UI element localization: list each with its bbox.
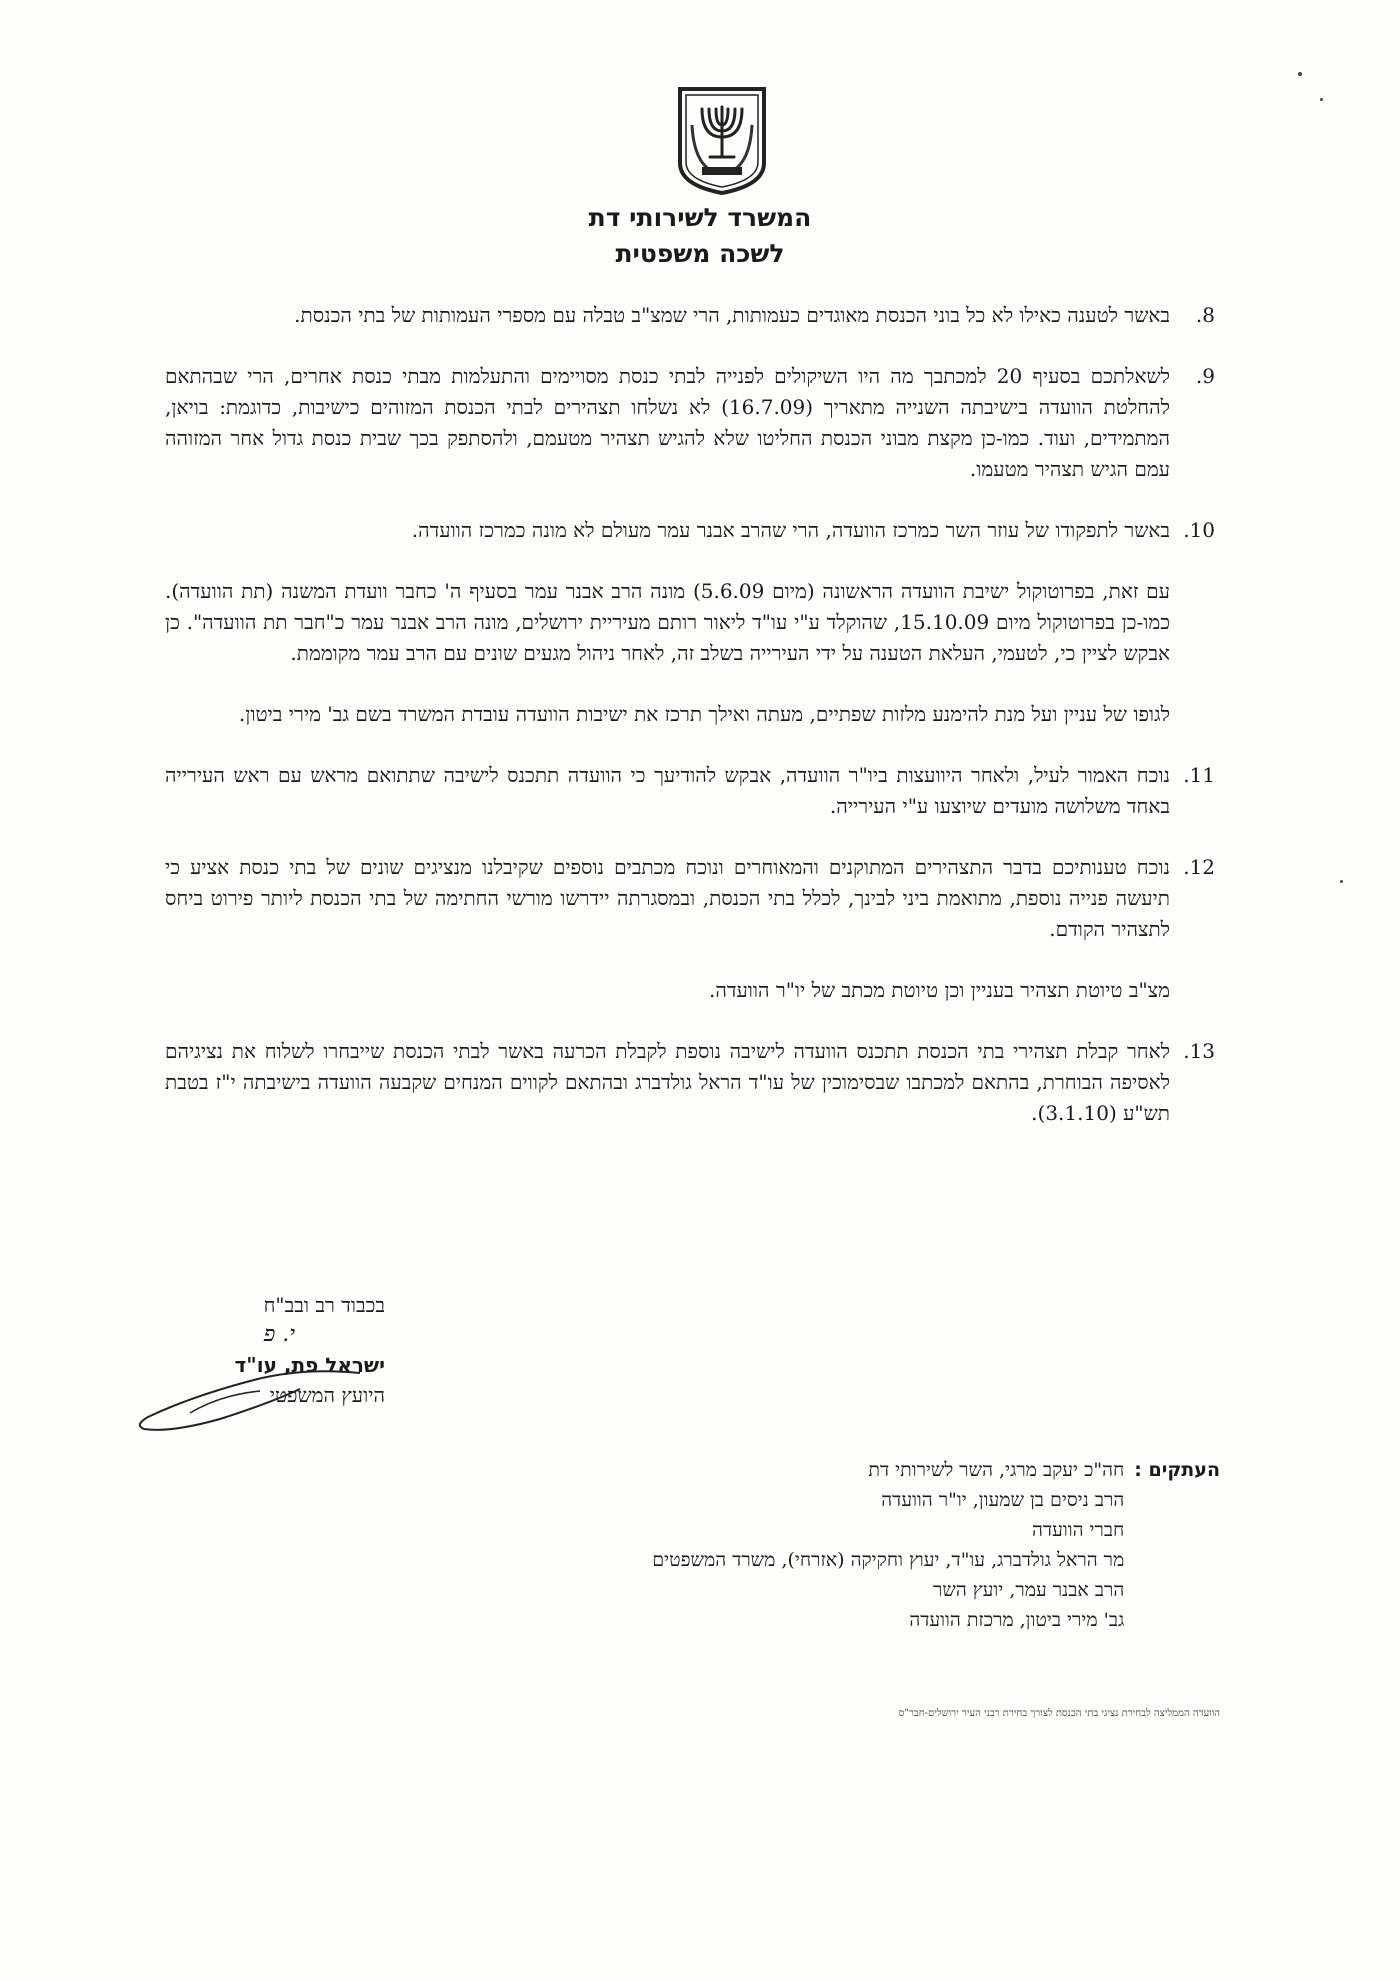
paragraph-text: נוכח טענותיכם בדבר התצהירים המתוקנים והמאוחרים ונוכח מכתבים נוספים שקיבלנו מנציגים שונים של בתי כנסת אציע כי תיעשה פנייה נוספת, מתואמת ביני לבינך, לכלל בתי הכנסת, ובמסגרתה יידרשו מורשי החתימה של בתי הכנסת ליותר פירוט ביחס לתצהיר הקודם. xyxy=(165,855,1170,941)
paragraph-number: 8. xyxy=(1195,303,1215,327)
ministry-name: המשרד לשירותי דת xyxy=(588,203,812,232)
department-name: לשכה משפטית xyxy=(615,239,785,268)
copy-recipient: הרב אבנר עמר, יועץ השר xyxy=(933,1579,1125,1601)
paragraph-13 xyxy=(165,1036,1215,1129)
paragraph-number: 9. xyxy=(1195,364,1215,388)
scan-speck xyxy=(1320,98,1323,101)
paragraph-text: באשר לטענה כאילו לא כל בוני הכנסת מאוגדים כעמותות, הרי שמצ"ב טבלה עם מספרי העמותות של בתי הכנסת. xyxy=(294,303,1170,327)
paragraph-12-sub: מצ"ב טיוטת תצהיר בעניין וכן טיוטת מכתב של יו"ר הוועדה. xyxy=(708,978,1170,1002)
paragraph-text: לשאלתכם בסעיף 20 למכתבך מה היו השיקולים לפנייה לבתי כנסת מסויימים והתעלמות מבתי כנסת אחרים, הרי שבהתאם להחלטת הוועדה בישיבתה השנייה מתאריך (16.7.09) לא נשלחו תצהירים לבתי הכנסת המזוהים כישיבות, כדוגמת: בויאן, המתמידים, ועוד. כמו-כן מקצת מבוני הכנסת החליטו שלא להגיש תצהיר מטעמם, ולהסתפק בכך שבית כנסת גדול אחר המזוהה עמם הגיש תצהיר מטעמו. xyxy=(165,364,1170,481)
scan-speck xyxy=(1298,72,1302,76)
paragraph-text: באשר לתפקודו של עוזר השר כמרכז הוועדה, הרי שהרב אבנר עמר מעולם לא מונה כמרכז הוועדה. xyxy=(411,518,1170,542)
letter-body xyxy=(165,300,1215,1159)
paragraph-number: 13. xyxy=(1183,1039,1215,1063)
scan-speck xyxy=(1340,880,1343,883)
state-emblem-icon xyxy=(676,85,768,197)
signer-title: היועץ המשפטי xyxy=(269,1383,385,1407)
paragraph-8 xyxy=(165,300,1215,331)
paragraph-number: 10. xyxy=(1183,518,1215,542)
paragraph-number: 11. xyxy=(1183,763,1215,787)
letterhead xyxy=(400,200,1000,272)
paragraph-10-sub-2: לגופו של עניין ועל מנת להימנע מלזות שפתיים, מעתה ואילך תרכז את ישיבות הוועדה עובדת המשרד בשם גב' מירי ביטון. xyxy=(238,702,1170,726)
closing-regards: בכבוד רב ובב"ח xyxy=(263,1293,385,1317)
paragraph-11 xyxy=(165,760,1215,822)
paragraph-text: לאחר קבלת תצהירי בתי הכנסת תתכנס הוועדה לישיבה נוספת לקבלת הכרעה באשר לבתי הכנסת שייבחרו לשלוח את נציגיהם לאסיפה הבוחרת, בהתאם למכתבו שבסימוכין של עו"ד הראל גולדברג ובהתאם לקווים המנחים שקבעה הוועדה בישיבתה י"ז בטבת תש"ע (3.1.10). xyxy=(165,1039,1170,1125)
paragraph-number: 12. xyxy=(1183,855,1215,879)
copy-recipient: מר הראל גולדברג, עו"ד, יעוץ וחקיקה (אזרחי), משרד המשפטים xyxy=(652,1549,1125,1571)
copies-list xyxy=(440,1455,1124,1635)
copy-recipient: גב' מירי ביטון, מרכזת הוועדה xyxy=(909,1609,1125,1631)
copy-recipient: הרב ניסים בן שמעון, יו"ר הוועדה xyxy=(881,1489,1125,1511)
paragraph-text: נוכח האמור לעיל, ולאחר היוועצות ביו"ר הוועדה, אבקש להודיעך כי הוועדה תתכנס לישיבה שתתואם מראש עם ראש העירייה באחד משלושה מועדים שיוצעו ע"י העירייה. xyxy=(165,763,1171,818)
paragraph-10 xyxy=(165,515,1215,546)
copy-recipient: חה"כ יעקב מרגי, השר לשירותי דת xyxy=(868,1459,1125,1481)
paragraph-9 xyxy=(165,361,1215,485)
copy-recipient: חברי הוועדה xyxy=(1032,1519,1125,1541)
copies-label: העתקים : xyxy=(1134,1459,1220,1481)
paragraph-12 xyxy=(165,852,1215,945)
paragraph-10-sub-1: עם זאת, בפרוטוקול ישיבת הוועדה הראשונה (מיום 5.6.09) מונה הרב אבנר עמר בסעיף ה' כחבר וועדת המשנה (תת הוועדה). כמו-כן בפרוטוקול מיום 15.10.09, שהוקלד ע"י עו"ד ליאור רותם מעיריית ירושלים, מונה הרב אבנר עמר כ"חבר תת הוועדה". כן אבקש לציין כי, לטעמי, העלאת הטענה על ידי העירייה בשלב זה, לאחר ניהול מגעים שונים עם הרב עמר מקוממת. xyxy=(165,579,1170,665)
copies-block xyxy=(440,1455,1220,1635)
signer-name: ישראל פת, עו"ד xyxy=(234,1353,385,1377)
signature-scribble-icon xyxy=(130,1355,370,1435)
handwritten-initials: י. פ xyxy=(263,1322,295,1347)
file-path-footer: הוועדה הממליצה לבחירת נציגי בתי הכנסת לצורך בחירת רבני העיר ירושלים-חבר"ס xyxy=(898,1708,1220,1719)
